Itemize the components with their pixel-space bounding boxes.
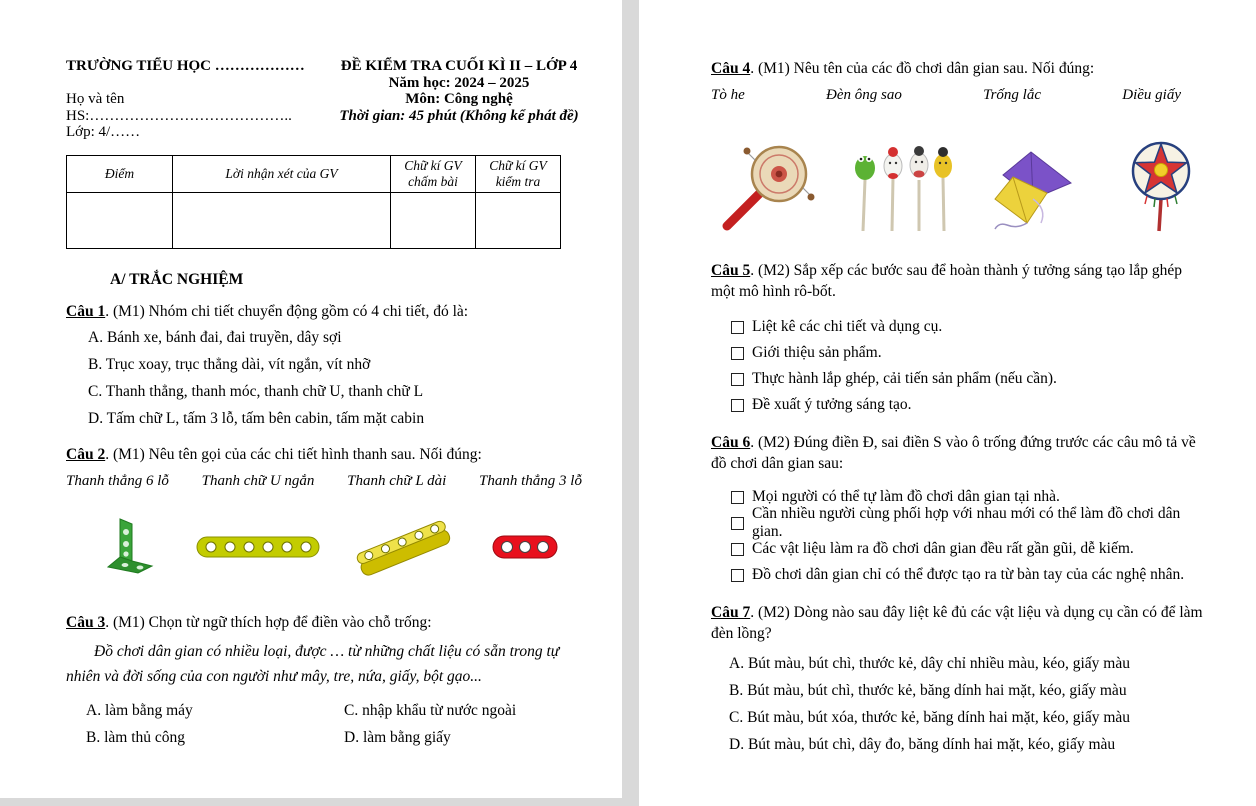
checkbox[interactable]	[731, 491, 744, 504]
part-label: Thanh thẳng 3 lỗ	[479, 472, 582, 489]
score-table-header-row	[67, 155, 561, 192]
page-bottom-edge	[0, 798, 622, 806]
option-c: C. nhập khẩu từ nước ngoài	[344, 701, 517, 719]
toy-label: Tò he	[711, 87, 745, 103]
page-right	[639, 0, 1256, 806]
toy-label: Đèn ông sao	[826, 87, 902, 103]
question-6-label: Câu 6	[711, 434, 751, 451]
header-left-column	[66, 58, 336, 141]
question-2-images	[66, 516, 582, 584]
question-7-text: . (M2) Dòng nào sau đây liệt kê đủ các vật liệu và dụng cụ cần có để làm đèn lồng?	[711, 604, 1203, 642]
question-1-options	[66, 324, 582, 432]
statement-label: Mọi người có thể tự làm đồ chơi dân gian tại nhà.	[752, 488, 1060, 505]
option-b: B. làm thủ công	[86, 728, 186, 746]
question-2-part-labels	[66, 473, 582, 490]
step-label: Thực hành lắp ghép, cải tiến sản phẩm (nếu cần).	[752, 370, 1057, 387]
time-line: Thời gian: 45 phút (Không kể phát đề)	[339, 107, 579, 124]
header-spacer	[66, 75, 336, 92]
question-1	[66, 301, 582, 322]
score-table-body-row	[67, 192, 561, 248]
question-1-label: Câu 1	[66, 302, 106, 320]
yellow-angled-bar-image	[354, 515, 456, 584]
question-7-options	[711, 650, 1204, 758]
page-divider	[622, 0, 639, 806]
question-6-items	[711, 484, 1204, 588]
question-3-text: . (M1) Chọn từ ngữ thích hợp để điền vào chỗ trống:	[105, 613, 432, 631]
question-2	[66, 444, 582, 465]
question-6-text: . (M2) Đúng điền Đ, sai điền S vào ô trống đứng trước các câu mô tả về đồ chơi dân gian sau:	[711, 434, 1196, 472]
question-5-label: Câu 5	[711, 262, 751, 279]
toy-label: Trống lắc	[983, 87, 1042, 103]
checkbox[interactable]	[731, 321, 744, 334]
red-bar-3-holes-image	[492, 534, 558, 565]
step-item	[711, 392, 1204, 418]
checkbox[interactable]	[731, 569, 744, 582]
student-name-line: Họ và tên HS:…………………………………..	[66, 91, 292, 124]
toy-label: Diều giấy	[1122, 87, 1181, 103]
checkbox[interactable]	[731, 399, 744, 412]
statement-item	[711, 562, 1204, 588]
part-label: Thanh thẳng 6 lỗ	[66, 472, 169, 489]
school-year: Năm học: 2024 – 2025	[388, 74, 530, 91]
option-d: D. Bút màu, bút chì, dây đo, băng dính hai mặt, kéo, giấy màu	[729, 736, 1116, 753]
option-c: C. Bút màu, bút xóa, thước kẻ, băng dính hai mặt, kéo, giấy màu	[729, 709, 1131, 726]
option-b: B. Trục xoay, trục thẳng dài, vít ngắn, vít nhỡ	[88, 355, 371, 373]
step-item	[711, 340, 1204, 366]
star-lantern-image	[1125, 139, 1197, 238]
question-4	[711, 58, 1204, 79]
comment-header: Lời nhận xét của GV	[173, 155, 391, 192]
option-b: B. Bút màu, bút chì, thước kẻ, băng dính hai mặt, kéo, giấy màu	[729, 682, 1127, 699]
to-he-figurines-image	[849, 138, 957, 238]
question-2-label: Câu 2	[66, 445, 106, 463]
class-line: Lớp: 4/……	[66, 124, 141, 140]
option-a: A. Bút màu, bút chì, thước kẻ, dây chỉ nhiều màu, kéo, giấy màu	[729, 655, 1130, 672]
statement-label: Cần nhiều người cùng phối hợp với nhau mới có thể làm đồ chơi dân gian.	[752, 505, 1181, 540]
school-name: TRƯỜNG TIỂU HỌC ………………	[66, 58, 305, 74]
question-5-items	[711, 314, 1204, 418]
subject-line: Môn: Công nghệ	[405, 91, 513, 107]
question-5	[711, 260, 1204, 302]
option-a: A. làm bằng máy	[86, 701, 193, 719]
part-label: Thanh chữ U ngắn	[201, 472, 315, 489]
page-left	[0, 0, 622, 806]
question-3	[66, 612, 582, 633]
statement-label: Các vật liệu làm ra đồ chơi dân gian đều rất gần gũi, dễ kiếm.	[752, 540, 1134, 557]
question-4-label: Câu 4	[711, 60, 751, 77]
pellet-drum-toy-image	[719, 138, 819, 238]
question-6	[711, 432, 1204, 474]
green-l-bracket-image	[100, 515, 154, 584]
question-2-text: . (M1) Nêu tên gọi của các chi tiết hình thanh sau. Nối đúng:	[105, 445, 482, 463]
question-4-text: . (M1) Nêu tên của các đồ chơi dân gian sau. Nối đúng:	[750, 60, 1095, 77]
question-7	[711, 602, 1204, 644]
question-1-text: . (M1) Nhóm chi tiết chuyển động gồm có 4 chi tiết, đó là:	[105, 302, 469, 320]
checkbox[interactable]	[731, 373, 744, 386]
statement-item	[711, 505, 1204, 540]
option-d: D. làm bằng giấy	[344, 728, 451, 746]
step-label: Giới thiệu sản phẩm.	[752, 344, 882, 361]
checkbox[interactable]	[731, 543, 744, 556]
section-a-title: A/ TRẮC NGHIỆM	[110, 270, 244, 288]
grader-sign-cell	[391, 192, 476, 248]
yellow-bar-6-holes-image	[196, 534, 320, 565]
score-cell	[67, 192, 173, 248]
header-right-column	[336, 58, 582, 141]
checkbox[interactable]	[731, 517, 744, 530]
paper-kite-image	[985, 149, 1077, 238]
question-7-label: Câu 7	[711, 604, 751, 621]
step-item	[711, 366, 1204, 392]
question-3-options	[66, 697, 582, 751]
checker-sign-cell	[476, 192, 561, 248]
statement-item	[711, 536, 1204, 562]
option-a: A. Bánh xe, bánh đai, đai truyền, dây sợi	[88, 328, 342, 346]
question-5-text: . (M2) Sắp xếp các bước sau để hoàn thành ý tưởng sáng tạo lắp ghép một mô hình rô-bốt.	[711, 262, 1182, 300]
option-d: D. Tấm chữ L, tấm 3 lỗ, tấm bên cabin, tấm mặt cabin	[88, 409, 425, 427]
step-label: Liệt kê các chi tiết và dụng cụ.	[752, 318, 943, 335]
score-header: Điểm	[67, 155, 173, 192]
step-item	[711, 314, 1204, 340]
checkbox[interactable]	[731, 347, 744, 360]
score-table	[66, 155, 561, 249]
question-4-toy-labels	[711, 87, 1181, 104]
option-c: C. Thanh thẳng, thanh móc, thanh chữ U, thanh chữ L	[88, 382, 424, 400]
statement-label: Đồ chơi dân gian chỉ có thể được tạo ra từ bàn tay của các nghệ nhân.	[752, 566, 1185, 583]
question-4-images	[711, 138, 1204, 238]
exam-header	[66, 58, 582, 141]
part-label: Thanh chữ L dài	[347, 472, 447, 489]
exam-title: ĐỀ KIỂM TRA CUỐI KÌ II – LỚP 4	[340, 58, 578, 74]
comment-cell	[173, 192, 391, 248]
question-3-label: Câu 3	[66, 613, 106, 631]
question-3-passage: Đồ chơi dân gian có nhiều loại, được … từ những chất liệu có sẵn trong tự nhiên và đời sống của con người như mây, tre, nứa, giấy, bột gạo...	[66, 642, 560, 685]
step-label: Đề xuất ý tưởng sáng tạo.	[752, 396, 912, 413]
grader-sign-header: Chữ kí GV chấm bài	[391, 155, 476, 192]
checker-sign-header: Chữ kí GV kiểm tra	[476, 155, 561, 192]
